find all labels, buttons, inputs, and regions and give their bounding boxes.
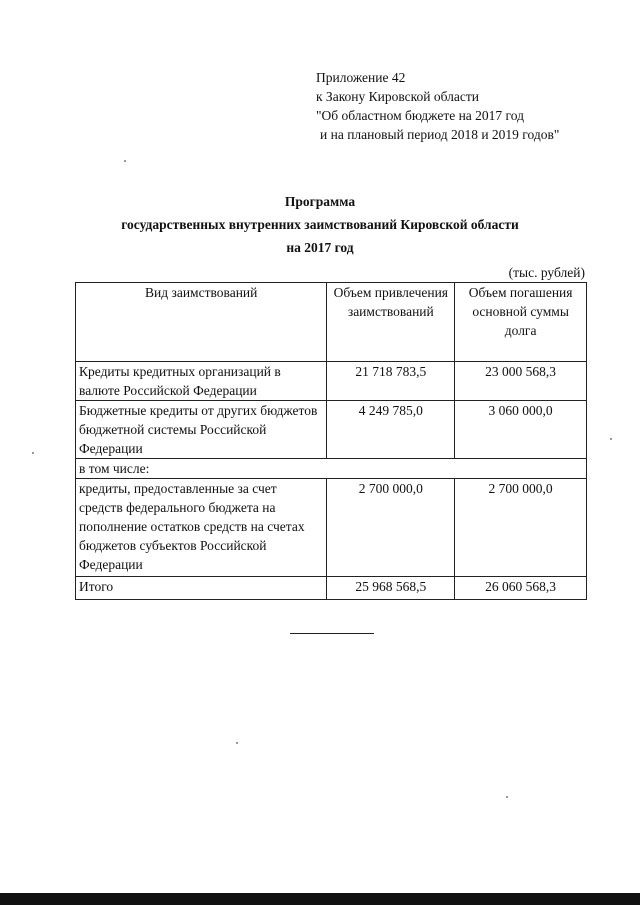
table-row	[76, 401, 587, 459]
row-name: кредиты, предоставленные за счет средств федерального бюджета на пополнение остатков средств на счетах бюджетов субъектов Российской Федерации	[76, 479, 327, 577]
row-name: в том числе:	[76, 459, 587, 479]
table-row	[76, 459, 587, 479]
scan-bottom-edge	[0, 893, 640, 905]
scan-speck	[610, 438, 612, 440]
header-repayment-volume: Объем погашения основной суммы долга	[455, 283, 587, 362]
header-borrowing-type: Вид заимствований	[76, 283, 327, 362]
law-reference: к Закону Кировской области	[316, 89, 480, 104]
document-title	[0, 190, 640, 259]
row-attract-value: 25 968 568,5	[327, 577, 455, 600]
row-attract-value: 2 700 000,0	[327, 479, 455, 577]
row-name: Бюджетные кредиты от других бюджетов бюджетной системы Российской Федерации	[76, 401, 327, 459]
row-repay-value: 2 700 000,0	[455, 479, 587, 577]
row-repay-value: 3 060 000,0	[455, 401, 587, 459]
title-line2: государственных внутренних заимствований Кировской области	[121, 217, 519, 232]
row-name: Кредиты кредитных организаций в валюте Российской Федерации	[76, 362, 327, 401]
title-line3: на 2017 год	[286, 240, 354, 255]
title-line1: Программа	[284, 194, 356, 209]
scan-speck	[506, 796, 508, 798]
scan-speck	[124, 160, 126, 162]
closing-rule	[290, 633, 374, 634]
units-label: (тыс. рублей)	[508, 265, 585, 280]
row-name: Итого	[76, 577, 327, 600]
table-row	[76, 479, 587, 577]
row-attract-value: 21 718 783,5	[327, 362, 455, 401]
row-attract-value: 4 249 785,0	[327, 401, 455, 459]
scan-speck	[32, 452, 34, 454]
header-attraction-volume: Объем привлечения заимствований	[327, 283, 455, 362]
row-repay-value: 23 000 568,3	[455, 362, 587, 401]
table-row	[76, 362, 587, 401]
table-row	[76, 577, 587, 600]
borrowing-table	[75, 282, 587, 600]
scan-speck	[236, 742, 238, 744]
appendix-number: Приложение 42	[316, 70, 406, 85]
appendix-header	[316, 68, 616, 144]
table-header-row	[76, 283, 587, 362]
row-repay-value: 26 060 568,3	[455, 577, 587, 600]
law-title-line1: "Об областном бюджете на 2017 год	[316, 108, 524, 123]
law-title-line2: и на плановый период 2018 и 2019 годов"	[320, 127, 560, 142]
